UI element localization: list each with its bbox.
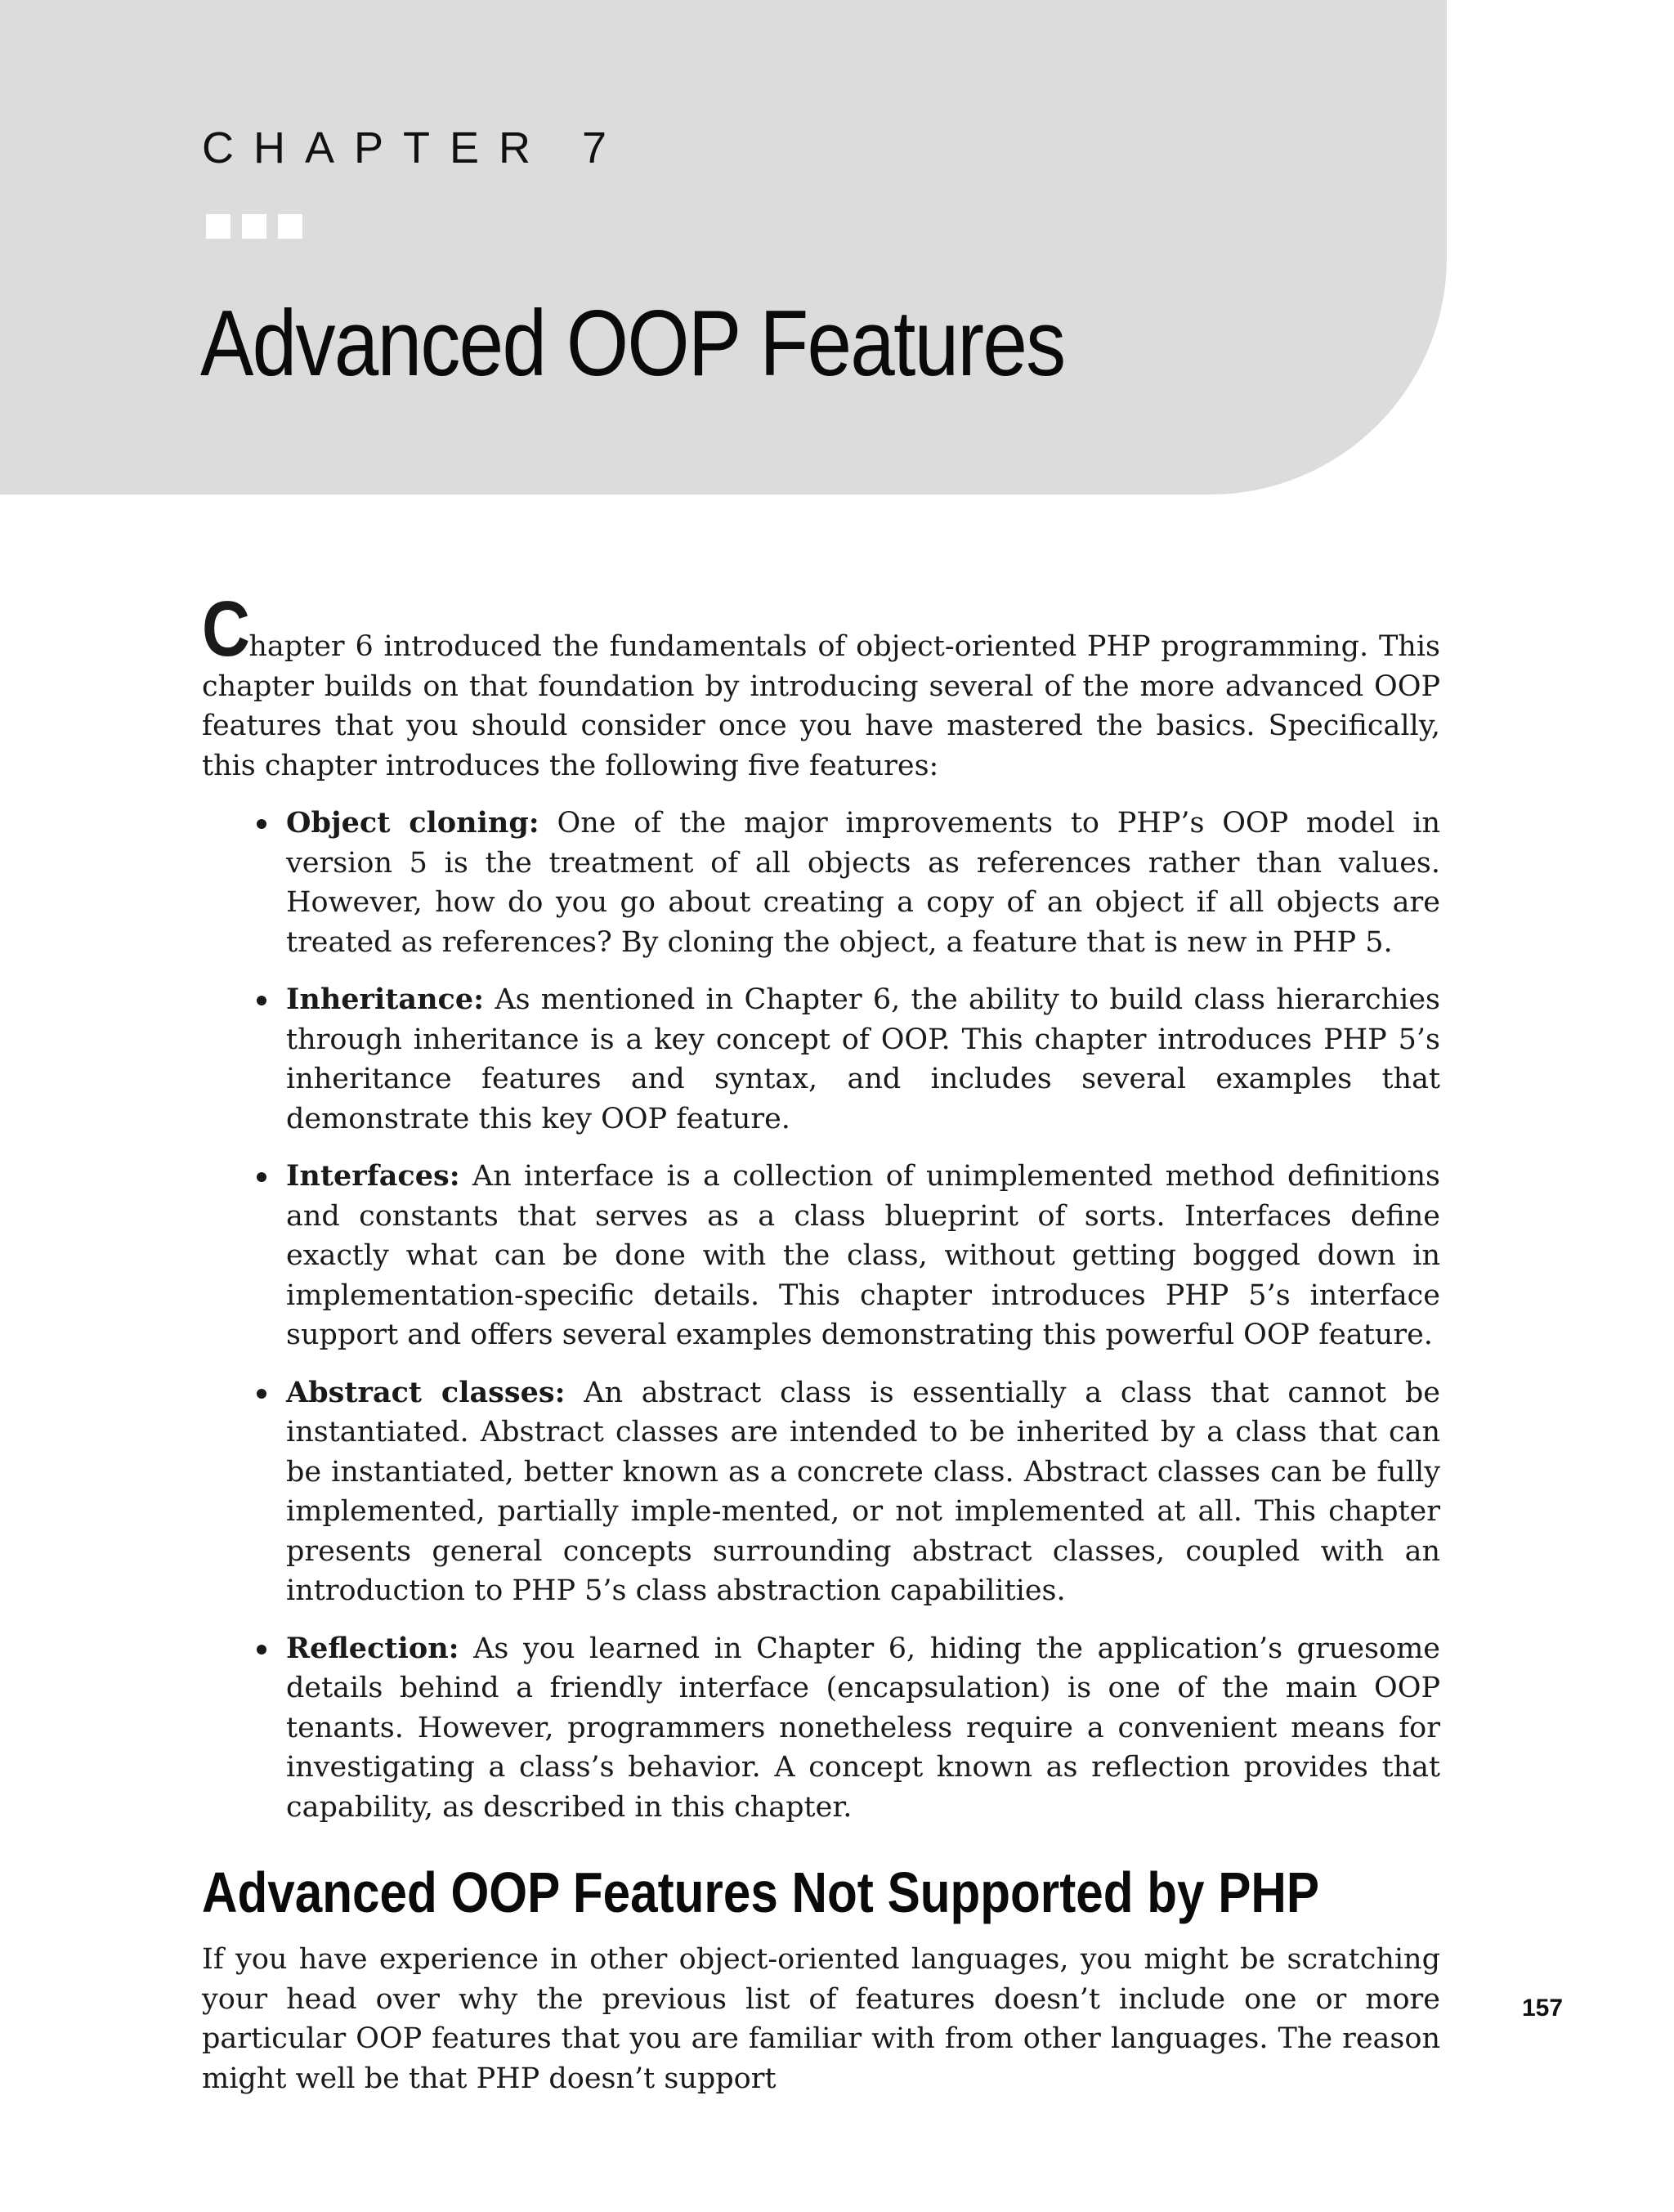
feature-description: One of the major improvements to PHP’s OOP model in version 5 is the treatment of all objects as references rather than values. However, how do you go about creating a copy of an object if all objects are treated as references? By cloning the object, a feature that is new in PHP 5. [286, 807, 1440, 959]
feature-term: Inheritance: [286, 983, 485, 1016]
section-paragraph: If you have experience in other object-oriented languages, you might be scratching your head over why the previous list of features doesn’t include one or more particular OOP features that you are familiar with from other languages. The reason might well be that PHP doesn’t support [202, 1943, 1440, 2095]
decoration-square [206, 214, 231, 239]
decoration-square [242, 214, 266, 239]
feature-term: Object cloning: [286, 806, 539, 840]
list-item [286, 1629, 1440, 1828]
feature-term: Abstract classes: [286, 1375, 566, 1409]
drop-cap: C [202, 585, 250, 673]
list-item [286, 804, 1440, 962]
page-number: 157 [1522, 1995, 1564, 2022]
intro-text: hapter 6 introduced the fundamentals of object-oriented PHP programming. This chapter builds on that foundation by introducing several of the more advanced OOP features that you should consider once you have mastered the basics. Specifically, this chapter introduces the following five features: [202, 630, 1440, 782]
chapter-label: CHAPTER 7 [202, 123, 627, 172]
page-content [202, 585, 1440, 2098]
feature-description: An abstract class is essentially a class that cannot be instantiated. Abstract classes are intended to be inherited by a class that can be instantiated, better known as a concrete class. Abstract classes can be fully implemented, partially imple-mented, or not implemented at all. This chapter presents general concepts surrounding abstract classes, coupled with an introduction to PHP 5’s class abstraction capabilities. [286, 1376, 1440, 1607]
feature-description: As you learned in Chapter 6, hiding the application’s gruesome details behind a friendly interface (encapsulation) is one of the main OOP tenants. However, programmers nonetheless require a convenient means for investigating a class’s behavior. A concept known as reflection provides that capability, as described in this chapter. [286, 1632, 1440, 1824]
chapter-decoration-squares [206, 214, 302, 239]
list-item [286, 1373, 1440, 1611]
list-item [286, 1157, 1440, 1355]
feature-term: Reflection: [286, 1631, 459, 1665]
chapter-header-band [0, 0, 1447, 495]
feature-list [202, 804, 1440, 1827]
decoration-square [278, 214, 302, 239]
feature-description: An interface is a collection of unimplemented method definitions and constants that serves as a class blueprint of sorts. Interfaces define exactly what can be done with the class, without getting bogged down in implementation-specific details. This chapter introduces PHP 5’s interface support and offers several examples demonstrating this powerful OOP feature. [286, 1160, 1440, 1351]
feature-description: As mentioned in Chapter 6, the ability to build class hierarchies through inheritance is a key concept of OOP. This chapter introduces PHP 5’s inheritance features and syntax, and includes several examples that demonstrate this key OOP feature. [286, 983, 1440, 1135]
list-item [286, 980, 1440, 1139]
section-heading: Advanced OOP Features Not Supported by PHP [202, 1860, 1320, 1924]
feature-term: Interfaces: [286, 1159, 460, 1193]
chapter-title: Advanced OOP Features [200, 292, 1065, 396]
intro-paragraph [202, 585, 1440, 786]
